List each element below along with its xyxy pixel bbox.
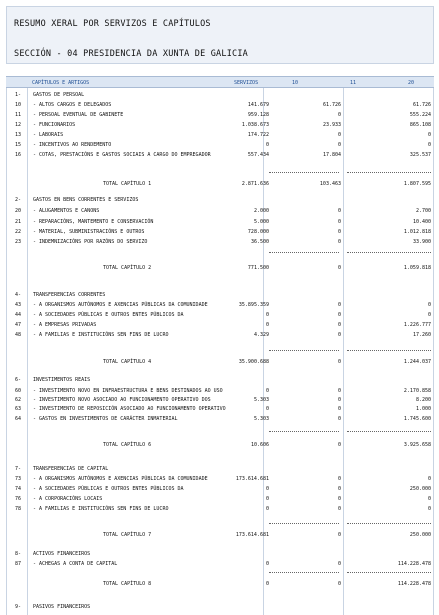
chapter-total-row	[7, 180, 435, 189]
table-row	[7, 151, 435, 160]
column-header-row	[6, 76, 434, 88]
table-row	[7, 291, 435, 300]
row-value-10: 5.000	[253, 219, 269, 225]
row-value-20: 0	[427, 496, 431, 502]
row-description: - GASTOS EN INVESTIMENTOS DE CARÁCTER INMATERIAL	[33, 416, 178, 422]
table-row	[7, 111, 435, 120]
row-value-11: 0	[337, 322, 341, 328]
row-description: ACTIVOS FINANCEIROS	[33, 551, 91, 557]
row-value-20: 1.000	[415, 406, 431, 412]
row-code: 48	[15, 332, 22, 338]
table-row	[7, 603, 435, 612]
subtotal-rule	[269, 431, 339, 432]
row-value-10: 728.000	[247, 229, 269, 235]
row-value-11: 0	[337, 112, 341, 118]
row-value-20: 865.108	[409, 122, 431, 128]
row-description: - INVESTIMENTO NOVO ASOCIADO AO FUNCIONAMENTO OPERATIVO DOS	[33, 397, 211, 403]
row-value-11: 61.726	[322, 102, 341, 108]
row-code: 74	[15, 486, 22, 492]
row-description: - ALTOS CARGOS E DELEGADOS	[33, 102, 112, 108]
row-description: TOTAL CAPÍTULO 6	[103, 442, 152, 448]
table-row	[7, 495, 435, 504]
row-value-11: 0	[337, 239, 341, 245]
row-value-11: 0	[337, 416, 341, 422]
row-code: 4-	[15, 292, 22, 298]
row-value-20: 10.400	[412, 219, 431, 225]
table-row	[7, 228, 435, 237]
budget-table	[6, 88, 434, 615]
row-value-10: 771.500	[247, 265, 269, 271]
row-description: TRANSFERENCIAS CORRENTES	[33, 292, 106, 298]
table-row	[7, 301, 435, 310]
row-value-10: 0	[265, 561, 269, 567]
column-header-services: SERVIZOS	[234, 80, 259, 86]
row-description: - INDEMNIZACIÓNS POR RAZÓNS DO SERVIZO	[33, 239, 148, 245]
row-value-10: 173.614.681	[235, 532, 269, 538]
row-code: 6-	[15, 377, 22, 383]
row-value-10: 0	[265, 322, 269, 328]
row-description: TOTAL CAPÍTULO 2	[103, 265, 152, 271]
row-description: - FUNCIONARIOS	[33, 122, 76, 128]
chapter-total-row	[7, 441, 435, 450]
row-value-11: 0	[337, 132, 341, 138]
column-header-chapters: CAPÍTULOS E ARTIGOS	[32, 80, 90, 86]
row-description: PASIVOS FINANCEIROS	[33, 604, 91, 610]
row-value-20: 0	[427, 132, 431, 138]
row-value-11: 0	[337, 388, 341, 394]
row-description: - A FAMILIAS E INSTITUCIÓNS SEN FINS DE LUCRO	[33, 506, 169, 512]
table-row	[7, 207, 435, 216]
table-row	[7, 311, 435, 320]
row-code: 87	[15, 561, 22, 567]
row-value-20: 3.925.658	[403, 442, 431, 448]
row-value-20: 0	[427, 302, 431, 308]
row-code: 10	[15, 102, 22, 108]
row-description: - A CORPORACIÓNS LOCAIS	[33, 496, 103, 502]
row-value-10: 4.329	[253, 332, 269, 338]
row-description: - MATERIAL, SUBMINISTRACIÓNS E OUTROS	[33, 229, 145, 235]
row-value-10: 0	[265, 486, 269, 492]
row-value-11: 0	[337, 302, 341, 308]
row-code: 63	[15, 406, 22, 412]
row-code: 11	[15, 112, 22, 118]
row-description: - REPARACIÓNS, MANTEMENTO E CONSERVACIÓN	[33, 219, 154, 225]
row-code: 78	[15, 506, 22, 512]
row-value-11: 0	[337, 397, 341, 403]
row-value-20: 2.170.858	[403, 388, 431, 394]
row-code: 22	[15, 229, 22, 235]
row-description: - COTAS, PRESTACIÓNS E GASTOS SOCIAIS A CARGO DO EMPREGADOR	[33, 152, 211, 158]
row-description: TRANSFERENCIAS DE CAPITAL	[33, 466, 109, 472]
row-value-20: 0	[427, 142, 431, 148]
row-value-10: 0	[265, 406, 269, 412]
subtotal-rule	[269, 572, 339, 573]
subtotal-rule	[347, 350, 431, 351]
subtotal-rule	[347, 431, 431, 432]
row-value-11: 0	[337, 142, 341, 148]
row-value-20: 1.012.818	[403, 229, 431, 235]
row-description: - A ORGANISMOS AUTÓNOMOS E AXENCIAS PÚBLICAS DA COMUNIDADE	[33, 302, 208, 308]
row-code: 64	[15, 416, 22, 422]
row-code: 13	[15, 132, 22, 138]
row-value-20: 0	[427, 506, 431, 512]
table-row	[7, 331, 435, 340]
row-description: - ALUGAMENTOS E CANONS	[33, 208, 100, 214]
row-code: 76	[15, 496, 22, 502]
row-code: 43	[15, 302, 22, 308]
row-value-11: 103.463	[319, 181, 341, 187]
row-description: GASTOS DE PERSOAL	[33, 92, 85, 98]
table-row	[7, 91, 435, 100]
row-value-11: 0	[337, 532, 341, 538]
subtotal-rule	[269, 523, 339, 524]
table-row	[7, 560, 435, 569]
row-code: 60	[15, 388, 22, 394]
row-description: - LABORAIS	[33, 132, 64, 138]
row-description: - INCENTIVOS AO RENDEMENTO	[33, 142, 112, 148]
row-value-20: 61.726	[412, 102, 431, 108]
row-code: 1-	[15, 92, 22, 98]
column-header-11: 11	[350, 80, 357, 86]
table-row	[7, 475, 435, 484]
row-description: - A SOCIEDADES PÚBLICAS E OUTROS ENTES PÚBLICOS DA	[33, 312, 184, 318]
row-value-10: 174.722	[247, 132, 269, 138]
table-row	[7, 376, 435, 385]
row-description: - A FAMILIAS E INSTITUCIÓNS SEN FINS DE LUCRO	[33, 332, 169, 338]
row-value-11: 17.804	[322, 152, 341, 158]
table-row	[7, 121, 435, 130]
row-value-10: 0	[265, 581, 269, 587]
row-code: 7-	[15, 466, 22, 472]
row-value-20: 1.745.600	[403, 416, 431, 422]
row-value-11: 0	[337, 506, 341, 512]
row-value-11: 0	[337, 229, 341, 235]
row-value-10: 141.679	[247, 102, 269, 108]
row-value-10: 0	[265, 506, 269, 512]
row-value-10: 5.303	[253, 416, 269, 422]
table-row	[7, 405, 435, 414]
row-code: 20	[15, 208, 22, 214]
row-value-20: 555.224	[409, 112, 431, 118]
row-description: TOTAL CAPÍTULO 7	[103, 532, 152, 538]
row-value-10: 5.303	[253, 397, 269, 403]
row-description: - PERSOAL EVENTUAL DE GABINETE	[33, 112, 124, 118]
row-code: 21	[15, 219, 22, 225]
row-code: 2-	[15, 197, 22, 203]
chapter-total-row	[7, 531, 435, 540]
table-row	[7, 387, 435, 396]
table-row	[7, 131, 435, 140]
row-value-10: 2.871.636	[241, 181, 269, 187]
row-description: INVESTIMENTOS REAIS	[33, 377, 91, 383]
column-header-20: 20	[408, 80, 415, 86]
row-code: 15	[15, 142, 22, 148]
table-row	[7, 505, 435, 514]
row-value-20: 250.000	[409, 486, 431, 492]
row-code: 16	[15, 152, 22, 158]
row-value-20: 2.700	[415, 208, 431, 214]
row-value-10: 0	[265, 388, 269, 394]
row-description: GASTOS EN BENS CORRENTES E SERVIZOS	[33, 197, 139, 203]
row-description: TOTAL CAPÍTULO 8	[103, 581, 152, 587]
row-value-20: 1.244.037	[403, 359, 431, 365]
row-value-10: 0	[265, 142, 269, 148]
table-row	[7, 465, 435, 474]
row-value-11: 0	[337, 332, 341, 338]
subtotal-rule	[347, 572, 431, 573]
row-value-20: 1.059.818	[403, 265, 431, 271]
row-value-11: 0	[337, 496, 341, 502]
row-value-20: 17.260	[412, 332, 431, 338]
row-value-11: 0	[337, 312, 341, 318]
table-row	[7, 550, 435, 559]
row-value-11: 0	[337, 486, 341, 492]
row-description: - INVESTIMENTO DE REPOSICIÓN ASOCIADO AO FUNCIONAMENTO OPERATIVO	[33, 406, 226, 412]
row-value-10: 0	[265, 496, 269, 502]
table-row	[7, 396, 435, 405]
row-code: 9-	[15, 604, 22, 610]
row-value-10: 959.128	[247, 112, 269, 118]
table-row	[7, 415, 435, 424]
row-code: 44	[15, 312, 22, 318]
row-value-10: 35.895.359	[238, 302, 269, 308]
row-value-10: 2.000	[253, 208, 269, 214]
row-value-10: 10.606	[250, 442, 269, 448]
row-description: - A ORGANISMOS AUTÓNOMOS E AXENCIAS PÚBLICAS DA COMUNIDADE	[33, 476, 208, 482]
row-value-11: 0	[337, 219, 341, 225]
table-row	[7, 218, 435, 227]
table-row	[7, 101, 435, 110]
row-code: 62	[15, 397, 22, 403]
row-value-11: 23.933	[322, 122, 341, 128]
subtotal-rule	[269, 172, 339, 173]
row-code: 12	[15, 122, 22, 128]
row-value-20: 0	[427, 476, 431, 482]
row-value-11: 0	[337, 581, 341, 587]
subtotal-rule	[269, 252, 339, 253]
row-value-20: 114.228.478	[397, 561, 431, 567]
section-title: SECCIÓN - 04 PRESIDENCIA DA XUNTA DE GALICIA	[14, 49, 248, 59]
row-value-11: 0	[337, 359, 341, 365]
row-value-20: 325.537	[409, 152, 431, 158]
chapter-total-row	[7, 580, 435, 589]
row-code: 73	[15, 476, 22, 482]
row-value-11: 0	[337, 442, 341, 448]
row-value-20: 114.228.478	[397, 581, 431, 587]
row-value-11: 0	[337, 476, 341, 482]
row-value-20: 8.200	[415, 397, 431, 403]
table-row	[7, 485, 435, 494]
row-value-20: 33.900	[412, 239, 431, 245]
row-description: - A SOCIEDADES PÚBLICAS E OUTROS ENTES PÚBLICOS DA	[33, 486, 184, 492]
row-value-20: 1.226.777	[403, 322, 431, 328]
row-value-11: 0	[337, 208, 341, 214]
subtotal-rule	[347, 252, 431, 253]
row-value-11: 0	[337, 561, 341, 567]
row-code: 47	[15, 322, 22, 328]
report-title: RESUMO XERAL POR SERVIZOS E CAPÍTULOS	[14, 19, 211, 29]
row-description: TOTAL CAPÍTULO 4	[103, 359, 152, 365]
subtotal-rule	[347, 172, 431, 173]
row-value-10: 173.614.681	[235, 476, 269, 482]
table-row	[7, 196, 435, 205]
row-value-10: 35.900.688	[238, 359, 269, 365]
row-value-11: 0	[337, 265, 341, 271]
row-value-10: 0	[265, 312, 269, 318]
row-code: 23	[15, 239, 22, 245]
row-value-20: 1.807.595	[403, 181, 431, 187]
chapter-total-row	[7, 358, 435, 367]
subtotal-rule	[347, 523, 431, 524]
report-header	[6, 6, 434, 64]
row-value-10: 36.500	[250, 239, 269, 245]
row-value-10: 557.434	[247, 152, 269, 158]
subtotal-rule	[269, 350, 339, 351]
table-row	[7, 238, 435, 247]
row-value-11: 0	[337, 406, 341, 412]
column-header-10: 10	[292, 80, 299, 86]
table-row	[7, 321, 435, 330]
row-description: - A EMPRESAS PRIVADAS	[33, 322, 97, 328]
row-description: TOTAL CAPÍTULO 1	[103, 181, 152, 187]
row-value-20: 250.000	[409, 532, 431, 538]
row-value-20: 0	[427, 312, 431, 318]
row-code: 8-	[15, 551, 22, 557]
row-description: - ACHEGAS A CONTA DE CAPITAL	[33, 561, 118, 567]
table-row	[7, 141, 435, 150]
row-description: - INVESTIMENTO NOVO EN INFRAESTRUCTURA E BENS DESTINADOS AO USO	[33, 388, 223, 394]
row-value-10: 1.038.673	[241, 122, 269, 128]
chapter-total-row	[7, 264, 435, 273]
